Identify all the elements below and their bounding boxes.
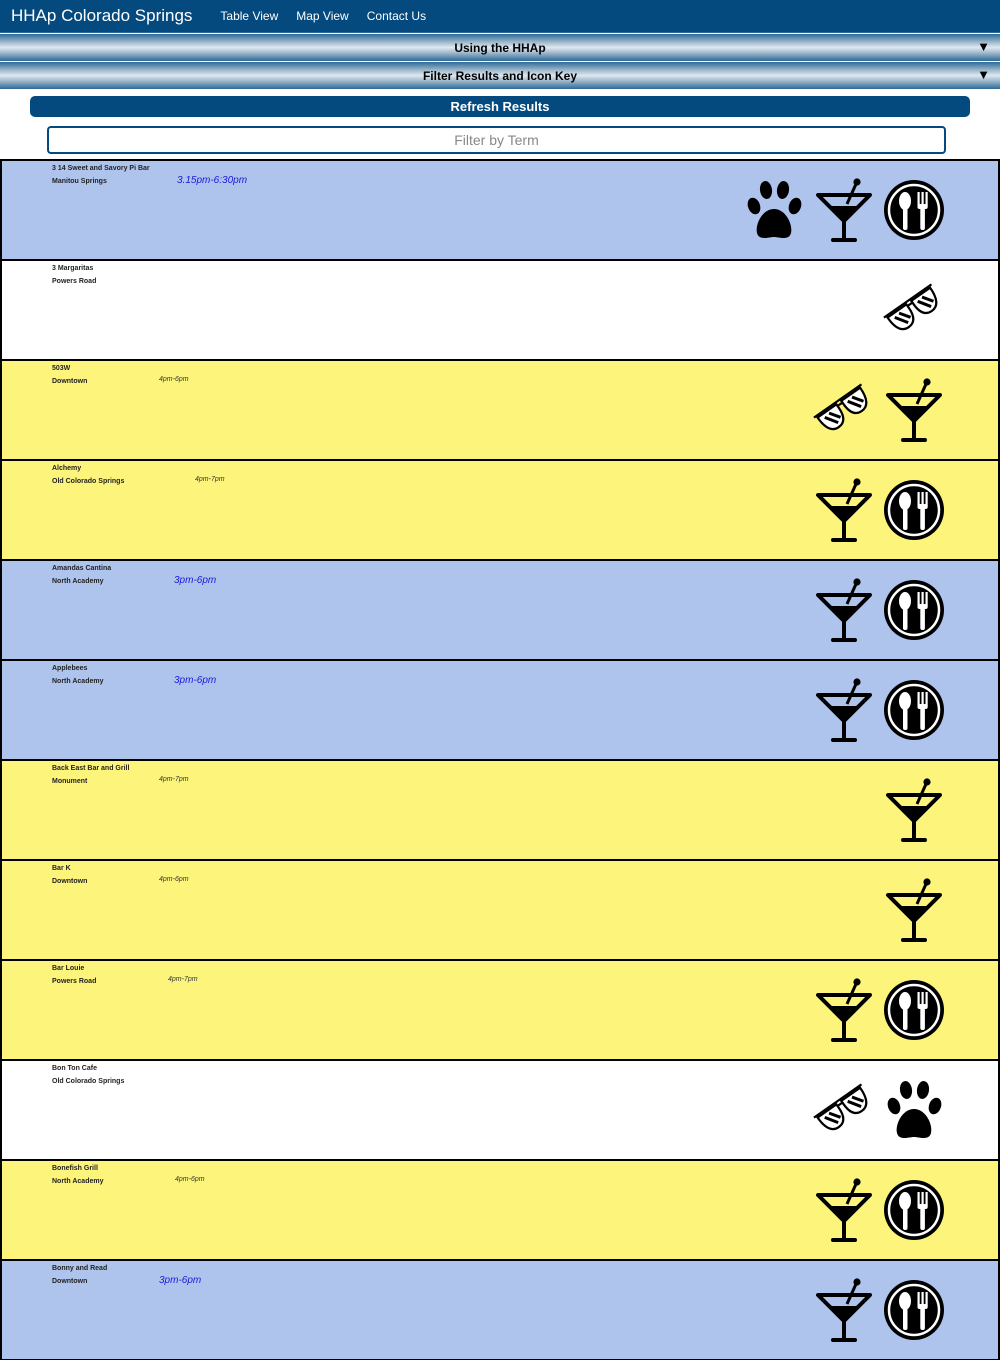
venue-area: Downtown	[52, 878, 88, 885]
venue-area: Downtown	[52, 1278, 88, 1285]
listing-row[interactable]	[0, 1260, 1000, 1360]
brand-link[interactable]: HHAp Colorado Springs	[11, 6, 193, 25]
listing-row[interactable]	[0, 760, 1000, 860]
dining-icon	[882, 577, 946, 643]
sunglasses-icon	[812, 1077, 876, 1143]
triangle-down-icon: ▼	[977, 39, 990, 54]
venue-name: Bonny and Read	[52, 1265, 108, 1272]
amenity-icons	[812, 1177, 946, 1243]
listing-row[interactable]	[0, 660, 1000, 760]
venue-area: North Academy	[52, 578, 104, 585]
venue-area: Powers Road	[52, 278, 97, 285]
venue-name: Amandas Cantina	[52, 565, 112, 572]
venue-name: Bar K	[52, 865, 71, 872]
venue-name: Bon Ton Cafe	[52, 1065, 97, 1072]
listing-row[interactable]	[0, 1160, 1000, 1260]
venue-area: Powers Road	[52, 978, 97, 985]
venue-name: 3 Margaritas	[52, 265, 94, 272]
happy-hour-time: 4pm-7pm	[195, 476, 225, 483]
sunglasses-icon	[812, 377, 876, 443]
martini-icon	[812, 677, 876, 743]
listing-row[interactable]	[0, 960, 1000, 1060]
paw-icon	[742, 177, 806, 243]
amenity-icons	[882, 877, 946, 943]
amenity-icons	[882, 777, 946, 843]
amenity-icons	[742, 177, 946, 243]
happy-hour-time: 4pm-7pm	[159, 776, 189, 783]
amenity-icons	[812, 977, 946, 1043]
martini-icon	[812, 477, 876, 543]
venue-name: Alchemy	[52, 465, 82, 472]
listing-list	[0, 159, 1000, 1360]
venue-name: 503W	[52, 365, 71, 372]
listing-row[interactable]	[0, 159, 1000, 260]
happy-hour-time: 3pm-6pm	[174, 575, 217, 586]
accordion-filter-results[interactable]	[0, 62, 1000, 89]
nav-link-map-view[interactable]: Map View	[296, 9, 349, 23]
listing-row[interactable]	[0, 1060, 1000, 1160]
nav-link-contact-us[interactable]: Contact Us	[366, 9, 427, 23]
venue-name: Applebees	[52, 665, 88, 672]
amenity-icons	[812, 1277, 946, 1343]
nav-link-table-view[interactable]: Table View	[220, 9, 279, 23]
venue-area: Old Colorado Springs	[52, 478, 125, 485]
venue-name: Bonefish Grill	[52, 1165, 98, 1172]
martini-icon	[812, 1277, 876, 1343]
filter-by-term-input[interactable]	[47, 126, 946, 154]
venue-name: Bar Louie	[52, 965, 85, 972]
refresh-container	[0, 89, 1000, 117]
martini-icon	[812, 177, 876, 243]
happy-hour-time: 3.15pm-6:30pm	[177, 175, 248, 186]
happy-hour-time: 4pm-6pm	[159, 376, 189, 383]
happy-hour-time: 4pm-7pm	[168, 976, 198, 983]
triangle-down-icon: ▼	[977, 67, 990, 82]
happy-hour-time: 3pm-6pm	[159, 1275, 202, 1286]
venue-name: Back East Bar and Grill	[52, 765, 130, 772]
listing-row[interactable]	[0, 860, 1000, 960]
amenity-icons	[812, 577, 946, 643]
dining-icon	[882, 977, 946, 1043]
martini-icon	[882, 877, 946, 943]
martini-icon	[882, 377, 946, 443]
martini-icon	[882, 777, 946, 843]
accordion-label: Using the HHAp	[454, 40, 546, 55]
listing-row[interactable]	[0, 560, 1000, 660]
venue-area: Monument	[52, 778, 88, 785]
venue-area: Old Colorado Springs	[52, 1078, 125, 1085]
venue-area: Manitou Springs	[52, 178, 107, 185]
martini-icon	[812, 577, 876, 643]
venue-area: North Academy	[52, 678, 104, 685]
amenity-icons	[812, 477, 946, 543]
amenity-icons	[812, 1077, 946, 1143]
amenity-icons	[882, 277, 946, 343]
dining-icon	[882, 177, 946, 243]
listing-row[interactable]	[0, 360, 1000, 460]
sunglasses-icon	[882, 277, 946, 343]
listing-row[interactable]	[0, 260, 1000, 360]
filter-container	[0, 117, 1000, 154]
happy-hour-time: 3pm-6pm	[174, 675, 217, 686]
dining-icon	[882, 1277, 946, 1343]
paw-icon	[882, 1077, 946, 1143]
happy-hour-time: 4pm-6pm	[159, 876, 189, 883]
dining-icon	[882, 1177, 946, 1243]
venue-name: 3 14 Sweet and Savory Pi Bar	[52, 165, 150, 172]
dining-icon	[882, 677, 946, 743]
accordion-using-hhap[interactable]	[0, 34, 1000, 61]
accordion-label: Filter Results and Icon Key	[422, 68, 578, 83]
amenity-icons	[812, 377, 946, 443]
navbar	[0, 0, 1000, 33]
listing-row[interactable]	[0, 460, 1000, 560]
venue-area: North Academy	[52, 1178, 104, 1185]
happy-hour-time: 4pm-6pm	[175, 1176, 205, 1183]
martini-icon	[812, 1177, 876, 1243]
martini-icon	[812, 977, 876, 1043]
dining-icon	[882, 477, 946, 543]
amenity-icons	[812, 677, 946, 743]
venue-area: Downtown	[52, 378, 88, 385]
refresh-results-button[interactable]: Refresh Results	[30, 96, 970, 117]
